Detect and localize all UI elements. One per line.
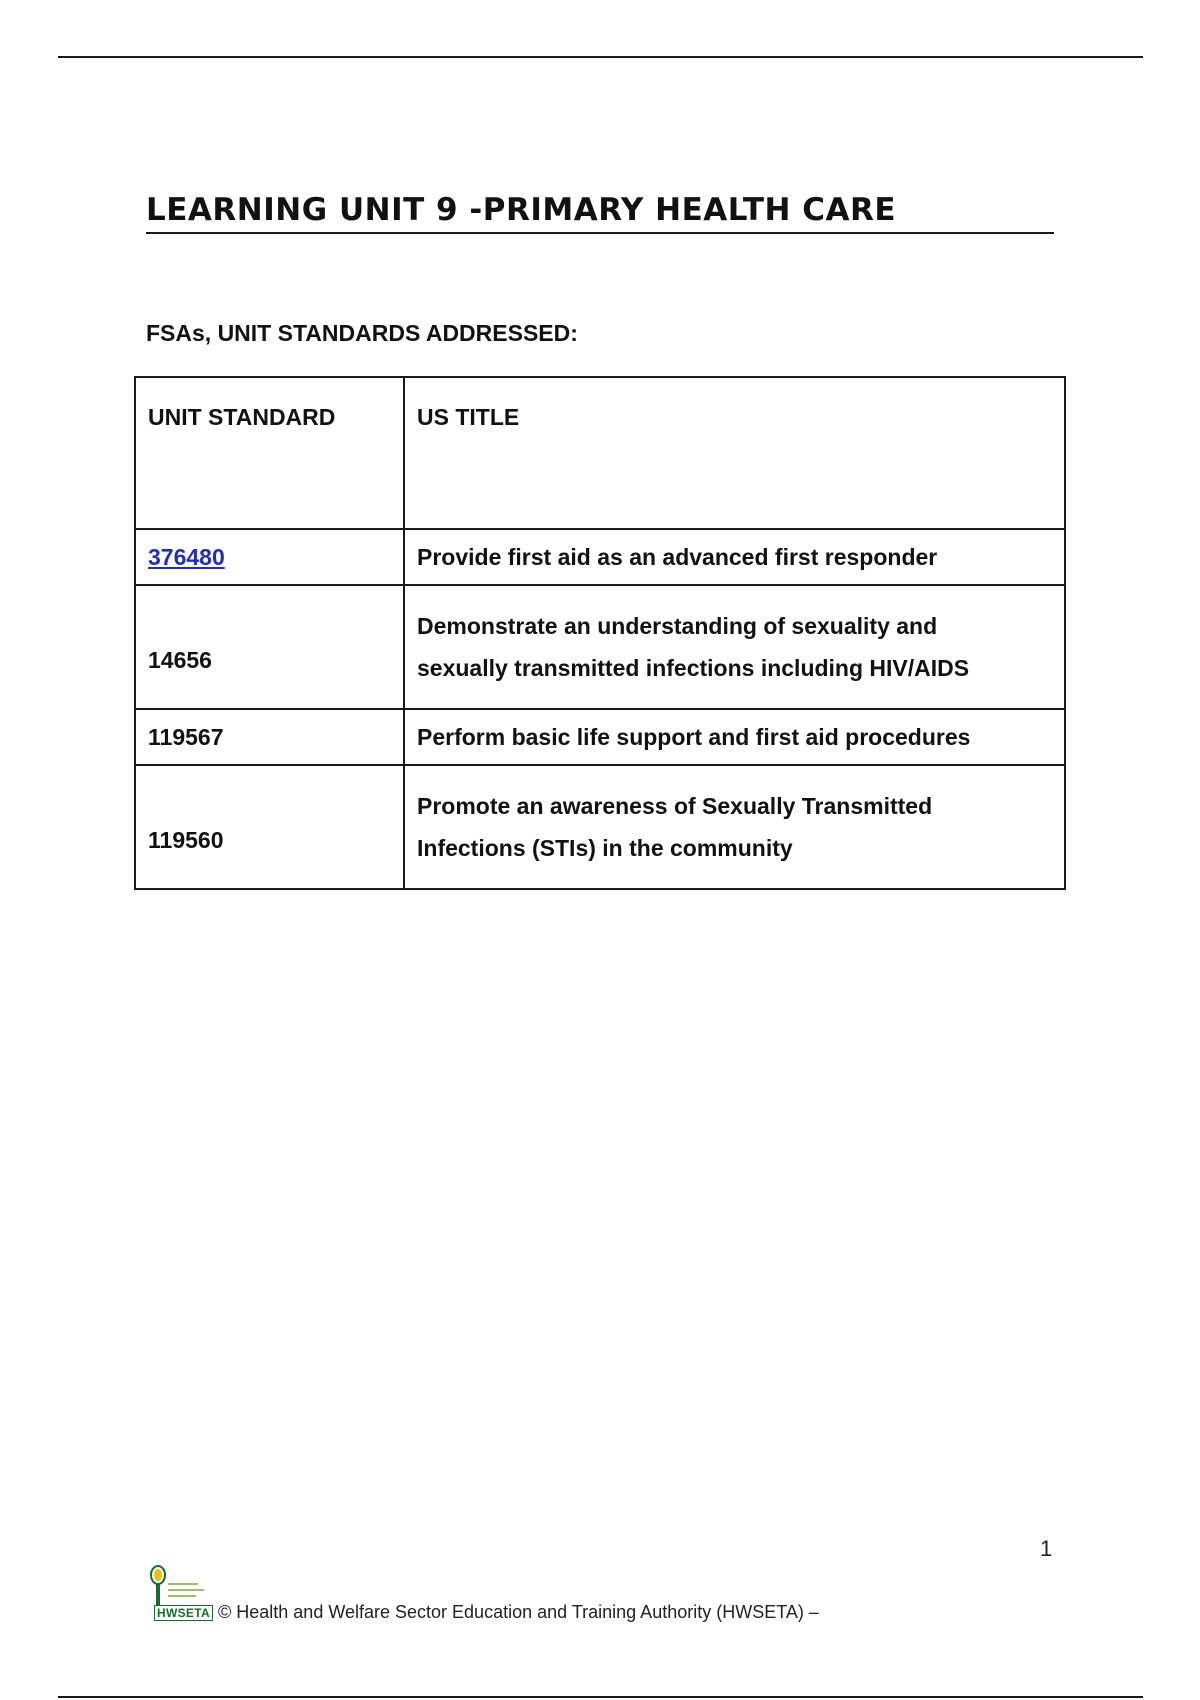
unit-standard-code-cell: 14656 [135, 585, 404, 709]
us-title-text: Provide first aid as an advanced first responder [417, 543, 938, 570]
table-row [135, 529, 1065, 585]
us-title-line: Demonstrate an understanding of sexuality and [417, 613, 938, 639]
footer-copyright: © Health and Welfare Sector Education and Training Authority (HWSETA) – [218, 1602, 819, 1622]
unit-standard-code-cell: 119560 [135, 765, 404, 889]
header-unit-standard: UNIT STANDARD [135, 377, 404, 529]
unit-standard-code-cell: 119567 [135, 709, 404, 765]
section-subheading: FSAs, UNIT STANDARDS ADDRESSED: [146, 320, 578, 346]
us-title-line: Promote an awareness of Sexually Transmitted [417, 793, 933, 819]
page-number: 1 [1040, 1536, 1053, 1561]
page-title: LEARNING UNIT 9 -PRIMARY HEALTH CARE [146, 190, 1054, 234]
us-title-cell [404, 765, 1065, 889]
unit-standard-link[interactable]: 376480 [148, 543, 225, 570]
us-title-text: Perform basic life support and first aid procedures [417, 723, 971, 750]
us-title-cell [404, 529, 1065, 585]
us-title-line: sexually transmitted infections including HIV/AIDS [417, 655, 970, 681]
header-rule [58, 56, 1143, 58]
us-title-cell [404, 709, 1065, 765]
table-header-row [135, 377, 1065, 529]
hwseta-logo [146, 1565, 218, 1625]
table-row [135, 585, 1065, 709]
us-title-cell [404, 585, 1065, 709]
logo-wordmark: HWSETA [154, 1605, 213, 1621]
footer-rule [58, 1696, 1143, 1698]
table-row [135, 709, 1065, 765]
unit-standard-code-cell [135, 529, 404, 585]
footer [146, 1565, 819, 1625]
header-us-title: US TITLE [404, 377, 1065, 529]
us-title-line: Infections (STIs) in the community [417, 835, 793, 861]
unit-standards-table [134, 376, 1066, 890]
table-row [135, 765, 1065, 889]
